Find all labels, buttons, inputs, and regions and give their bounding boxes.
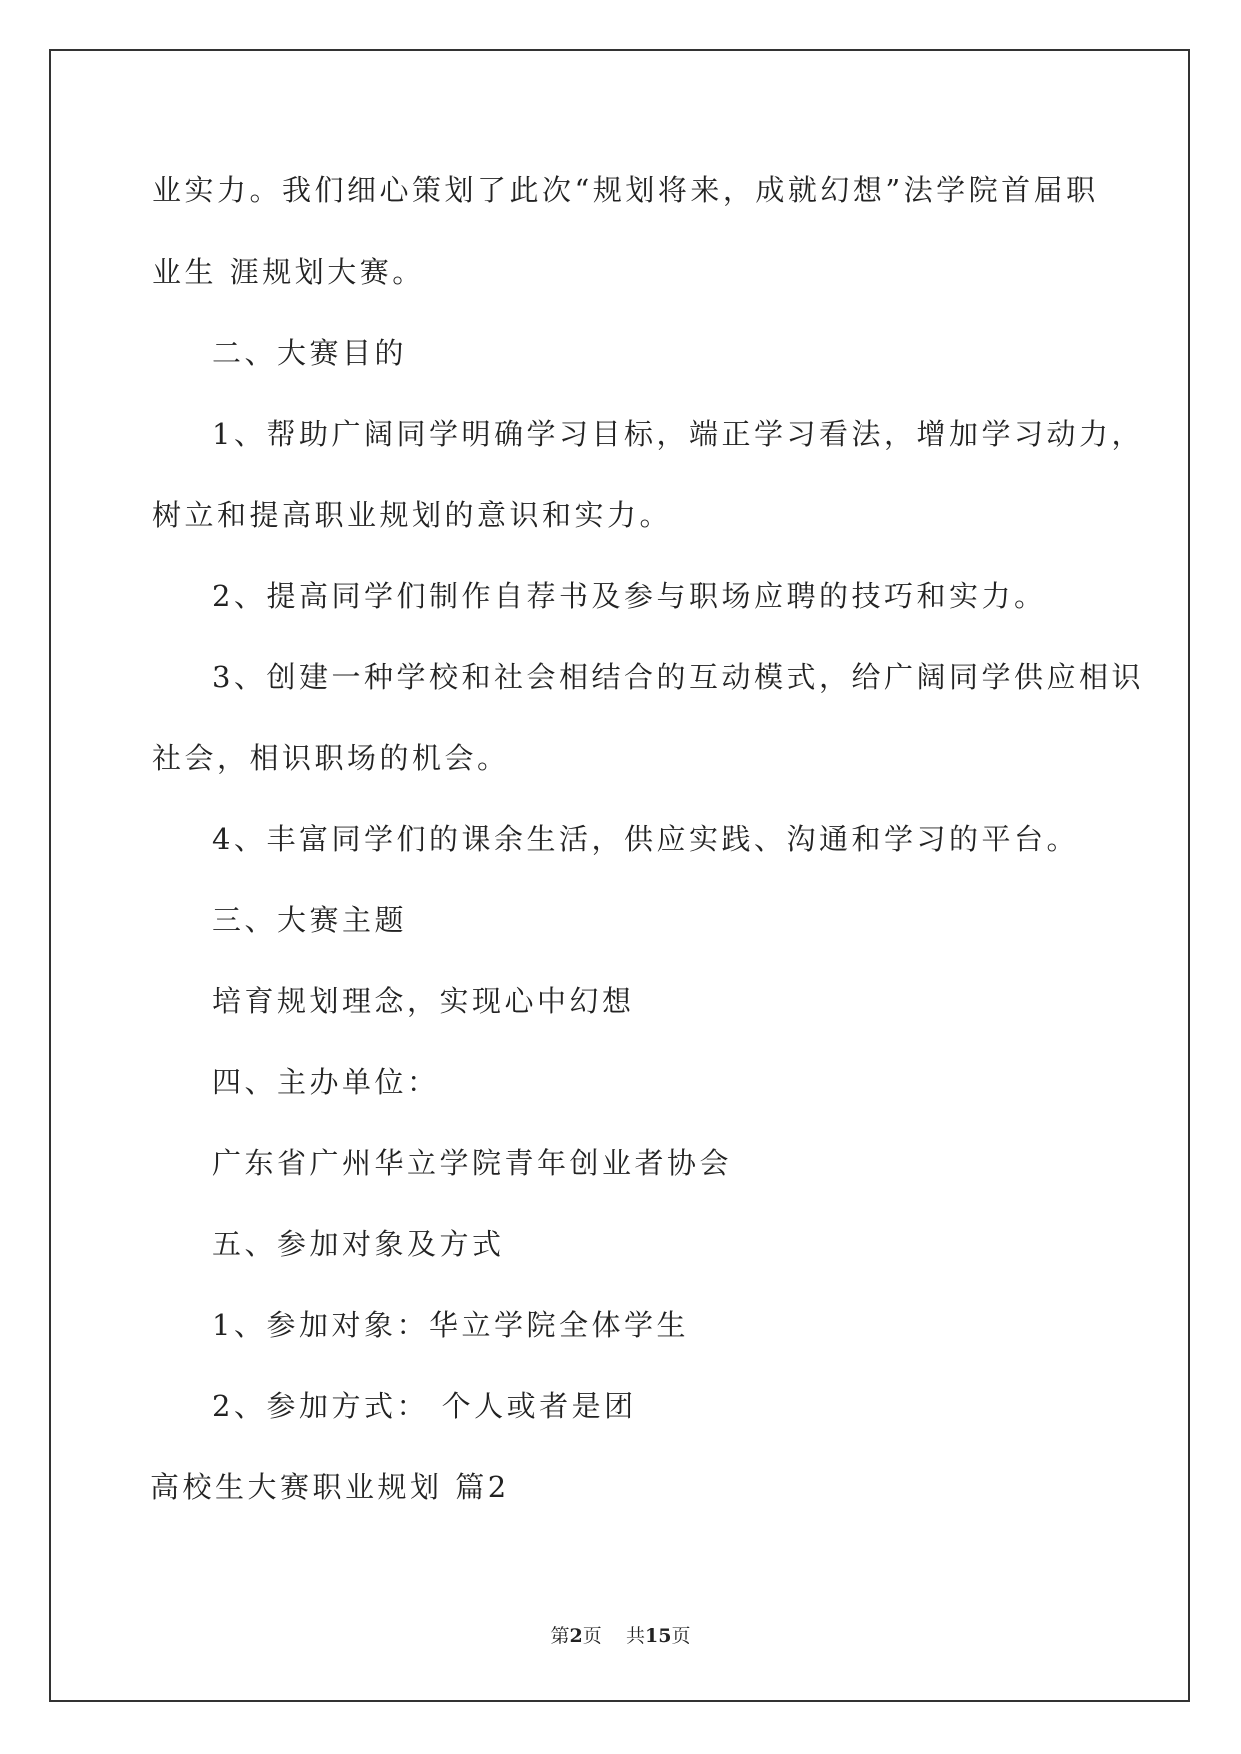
page-label-prefix: 第: [550, 1625, 570, 1647]
paragraph-line: 业实力。我们细心策划了此次“规划将来，成就幻想”法学院首届职: [152, 173, 1099, 207]
page-footer: [0, 1624, 1241, 1648]
paragraph-line: 广东省广州华立学院青年创业者协会: [212, 1146, 733, 1180]
total-pages: 15: [644, 1625, 672, 1647]
list-item: 1、参加对象：华立学院全体学生: [212, 1308, 689, 1342]
page-number: 2: [569, 1625, 583, 1647]
list-item: 4、丰富同学们的课余生活，供应实践、沟通和学习的平台。: [212, 822, 1079, 856]
list-item: 3、创建一种学校和社会相结合的互动模式，给广阔同学供应相识: [212, 660, 1144, 694]
page-border: [49, 49, 1190, 1702]
section-heading: 二、大赛目的: [212, 336, 408, 370]
section-heading: 三、大赛主题: [212, 903, 408, 937]
list-item: 2、提高同学们制作自荐书及参与职场应聘的技巧和实力。: [212, 579, 1047, 613]
paragraph-line: 培育规划理念，实现心中幻想: [212, 984, 635, 1018]
section-heading: 五、参加对象及方式: [212, 1227, 505, 1261]
paragraph-line: 树立和提高职业规划的意识和实力。: [152, 498, 673, 532]
paragraph-line: 社会，相识职场的机会。: [152, 741, 510, 775]
page-label-suffix: 页: [582, 1625, 602, 1647]
paragraph-line: 业生 涯规划大赛。: [152, 255, 425, 289]
total-label-suffix: 页: [671, 1625, 691, 1647]
total-label-prefix: 共: [625, 1625, 645, 1647]
list-item: 2、参加方式： 个人或者是团: [212, 1389, 637, 1423]
list-item: 1、帮助广阔同学明确学习目标，端正学习看法，增加学习动力，: [212, 417, 1144, 451]
document-heading: 高校生大赛职业规划 篇2: [150, 1470, 510, 1504]
section-heading: 四、主办单位：: [212, 1065, 440, 1099]
